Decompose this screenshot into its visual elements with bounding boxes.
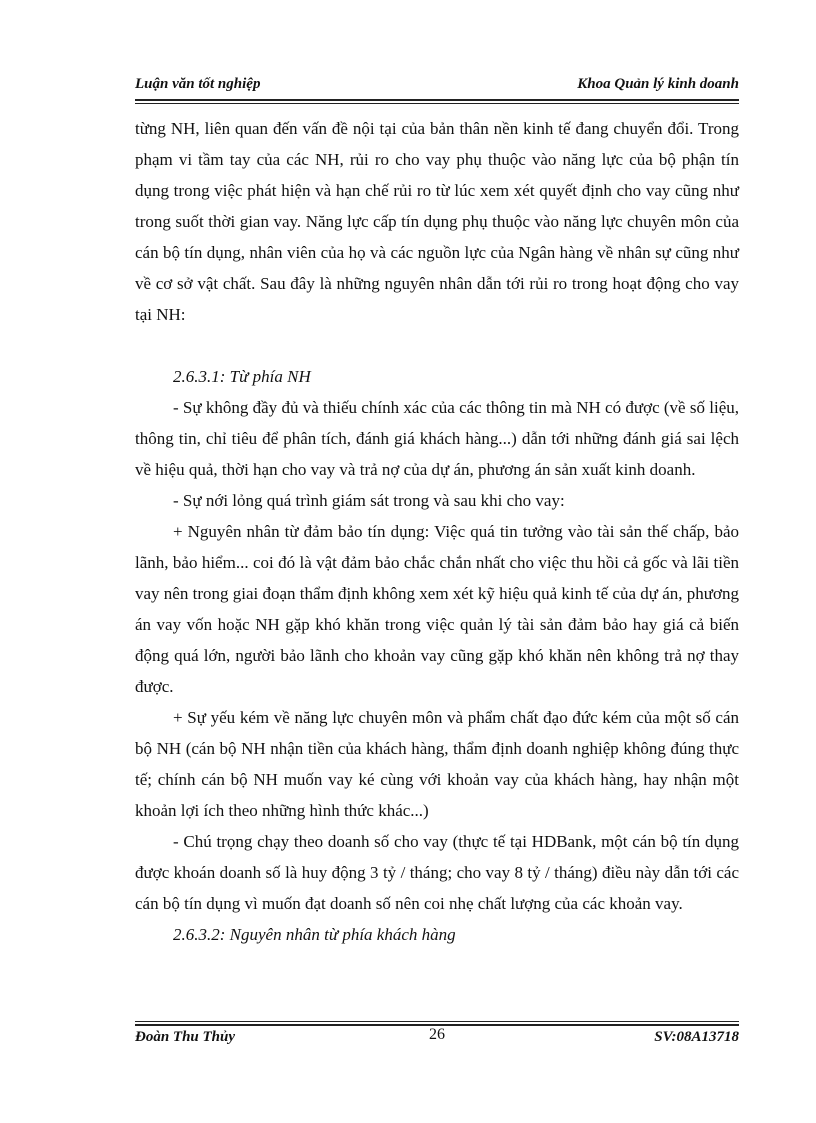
page-body bbox=[135, 113, 739, 950]
paragraph-staff-weakness: + Sự yếu kém về năng lực chuyên môn và phẩm chất đạo đức kém của một số cán bộ NH (cán bộ NH nhận tiền của khách hàng, thẩm định doanh nghiệp không đúng thực tế; chính cán bộ NH muốn vay ké cùng với khoản vay của khách hàng, hay nhận một khoản lợi ích theo những hình thức khác...) bbox=[135, 708, 739, 820]
page-footer bbox=[135, 1026, 739, 1048]
spacer bbox=[135, 330, 739, 361]
header-rule-thick bbox=[135, 99, 739, 101]
page-header bbox=[135, 76, 739, 98]
footer-rule-thin bbox=[135, 1021, 739, 1022]
paragraph-intro: từng NH, liên quan đến vấn đề nội tại của bản thân nền kinh tế đang chuyển đổi. Trong phạm vi tầm tay của các NH, rủi ro cho vay phụ thuộc vào năng lực của bộ phận tín dụng trong việc phát hiện và hạn chế rủi ro từ lúc xem xét quyết định cho vay cũng như trong suốt thời gian vay. Năng lực cấp tín dụng phụ thuộc vào năng lực chuyên môn của cán bộ tín dụng, nhân viên của họ và các nguồn lực của Ngân hàng về nhân sự cũng như về cơ sở vật chất. Sau đây là những nguyên nhân dẫn tới rủi ro trong hoạt động cho vay tại NH: bbox=[135, 119, 739, 324]
paragraph-sales-targets: - Chú trọng chạy theo doanh số cho vay (thực tế tại HDBank, một cán bộ tín dụng được khoán doanh số là huy động 3 tỷ / tháng; cho vay 8 tỷ / tháng) điều này dẫn tới các cán bộ tín dụng vì muốn đạt doanh số nên coi nhẹ chất lượng của các khoản vay. bbox=[135, 832, 739, 913]
header-rule-thin bbox=[135, 103, 739, 104]
paragraph-collateral-cause: + Nguyên nhân từ đảm bảo tín dụng: Việc quá tin tưởng vào tài sản thế chấp, bảo lãnh, bảo hiểm... coi đó là vật đảm bảo chắc chắn nhất cho việc thu hồi cả gốc và lãi tiền vay nên trong giai đoạn thẩm định không xem xét kỹ hiệu quả kinh tế của dự án, phương án vay vốn hoặc NH gặp khó khăn trong việc quản lý tài sản đảm bảo hay giá cả biến động quá lớn, người bảo lãnh cho khoản vay cũng gặp khó khăn nên không trả nợ thay được. bbox=[135, 522, 739, 696]
footer-student-id: SV:08A13718 bbox=[654, 1029, 739, 1045]
section-heading-2-6-3-1: 2.6.3.1: Từ phía NH bbox=[173, 367, 311, 386]
footer-author: Đoàn Thu Thủy bbox=[135, 1029, 236, 1045]
header-faculty: Khoa Quản lý kinh doanh bbox=[577, 76, 739, 92]
page-number: 26 bbox=[429, 1026, 445, 1043]
header-thesis-title: Luận văn tốt nghiệp bbox=[135, 76, 261, 92]
paragraph-incomplete-info: - Sự không đầy đủ và thiếu chính xác của các thông tin mà NH có được (về số liệu, thông tin, chỉ tiêu để phân tích, đánh giá khách hàng...) dẫn tới những đánh giá sai lệch về hiệu quả, thời hạn cho vay và trả nợ của dự án, phương án sản xuất kinh doanh. bbox=[135, 398, 739, 479]
section-heading-2-6-3-2: 2.6.3.2: Nguyên nhân từ phía khách hàng bbox=[173, 925, 456, 944]
paragraph-loose-supervision: - Sự nới lỏng quá trình giám sát trong và sau khi cho vay: bbox=[173, 491, 565, 510]
